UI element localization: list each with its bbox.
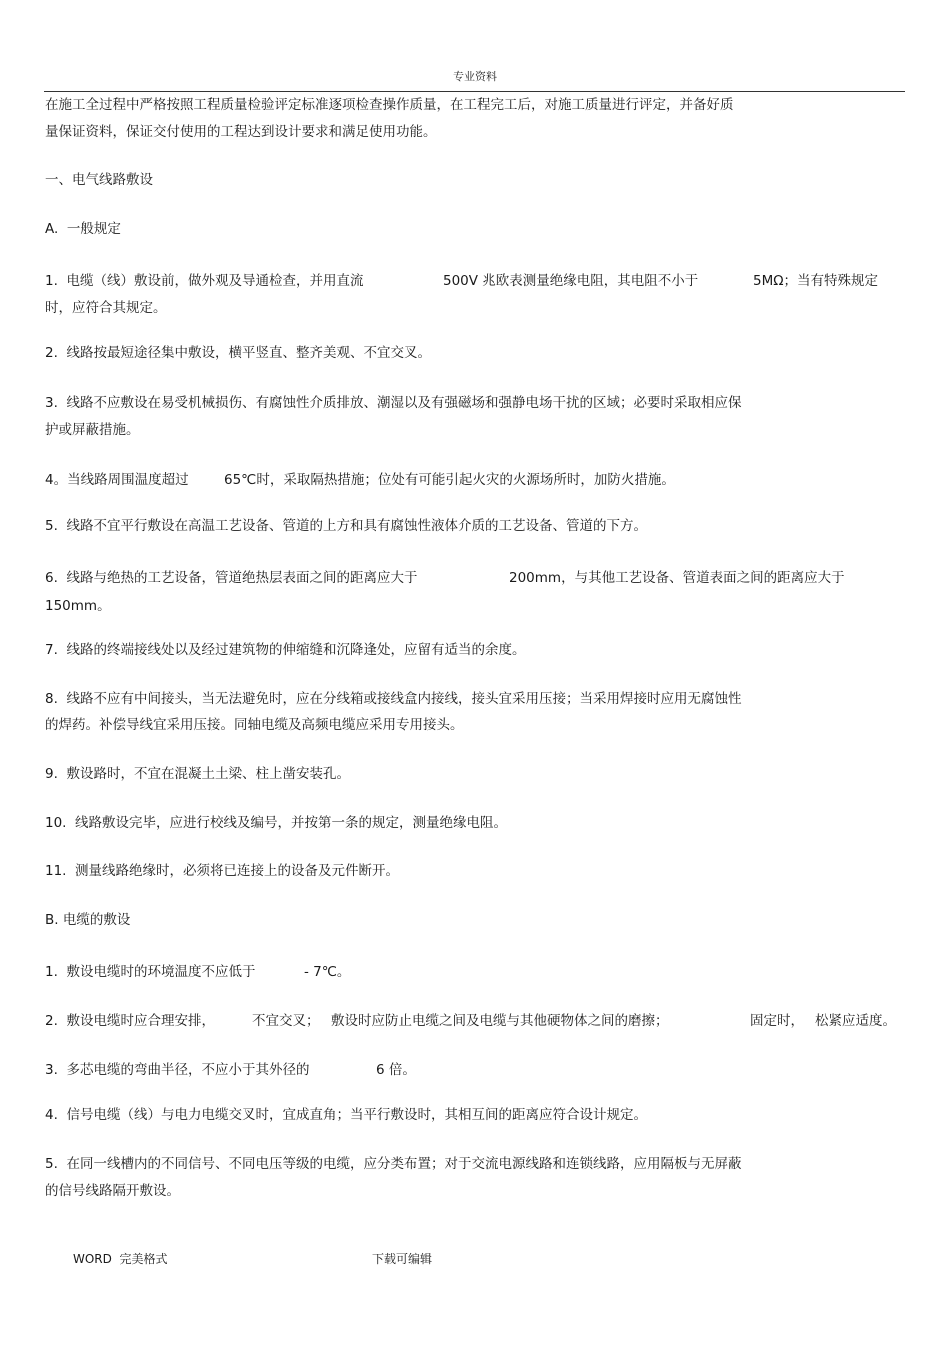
intro-paragraph-line-1: 在施工全过程中严格按照工程质量检验评定标准逐项检查操作质量，在工程完工后，对施工质量进行评定，并备好质: [45, 97, 734, 113]
section-1-title: 一、电气线路敷设: [45, 172, 153, 188]
item-a4-part-1: 4。当线路周围温度超过: [45, 472, 189, 488]
item-a3-line-1: 3. 线路不应敷设在易受机械损伤、有腐蚀性介质排放、潮湿以及有强磁场和强静电场干扰的区域；必要时采取相应保: [45, 395, 742, 411]
item-b2-part-4: 固定时，: [750, 1013, 804, 1029]
footer-right: 下载可编辑: [372, 1252, 433, 1266]
item-a6-part-1: 6. 线路与绝热的工艺设备，管道绝热层表面之间的距离应大于: [45, 570, 418, 586]
header-divider: [44, 91, 905, 92]
item-a1-part-3: 5MΩ；当有特殊规定: [753, 273, 879, 289]
item-b1-part-2: - 7℃。: [304, 964, 351, 980]
item-b5-line-1: 5. 在同一线槽内的不同信号、不同电压等级的电缆，应分类布置；对于交流电源线路和连锁线路，应用隔板与无屏蔽: [45, 1156, 742, 1172]
item-b5-line-2: 的信号线路隔开敷设。: [45, 1183, 180, 1199]
item-a1-part-1: 1. 电缆（线）敷设前，做外观及导通检查，并用直流: [45, 273, 364, 289]
item-a8-line-2: 的焊药。补偿导线宜采用压接。同轴电缆及高频电缆应采用专用接头。: [45, 717, 464, 733]
intro-paragraph-line-2: 量保证资料，保证交付使用的工程达到设计要求和满足使用功能。: [45, 124, 437, 140]
item-a6-line-2: 150mm。: [45, 598, 111, 614]
page-header: 专业资料: [453, 70, 497, 83]
item-a9: 9. 敷设路时，不宜在混凝土土梁、柱上凿安装孔。: [45, 766, 350, 782]
subsection-a-title: A. 一般规定: [45, 221, 121, 237]
item-b3-part-2: 6 倍。: [376, 1062, 416, 1078]
item-a7: 7. 线路的终端接线处以及经过建筑物的伸缩缝和沉降逢处，应留有适当的余度。: [45, 642, 526, 658]
item-b2-part-1: 2. 敷设电缆时应合理安排，: [45, 1013, 215, 1029]
item-b2-part-2: 不宜交叉；: [252, 1013, 320, 1029]
item-b3-part-1: 3. 多芯电缆的弯曲半径，不应小于其外径的: [45, 1062, 310, 1078]
footer-left: WORD 完美格式: [73, 1252, 168, 1266]
item-a3-line-2: 护或屏蔽措施。: [45, 422, 140, 438]
item-a8-line-1: 8. 线路不应有中间接头，当无法避免时，应在分线箱或接线盒内接线，接头宜采用压接；当采用焊接时应用无腐蚀性: [45, 691, 742, 707]
item-b2-part-5: 松紧应适度。: [815, 1013, 896, 1029]
subsection-b-title: B. 电缆的敷设: [45, 912, 131, 928]
item-a4-part-2: 65℃时，采取隔热措施；位处有可能引起火灾的火源场所时，加防火措施。: [224, 472, 675, 488]
item-a11: 11. 测量线路绝缘时，必须将已连接上的设备及元件断开。: [45, 863, 400, 879]
item-b4: 4. 信号电缆（线）与电力电缆交叉时，宜成直角；当平行敷设时，其相互间的距离应符合设计规定。: [45, 1107, 647, 1123]
item-b1-part-1: 1. 敷设电缆时的环境温度不应低于: [45, 964, 256, 980]
item-a5: 5. 线路不宜平行敷设在高温工艺设备、管道的上方和具有腐蚀性液体介质的工艺设备、管道的下方。: [45, 518, 647, 534]
item-a10: 10. 线路敷设完毕，应进行校线及编号，并按第一条的规定，测量绝缘电阻。: [45, 815, 508, 831]
item-a6-part-2: 200mm，与其他工艺设备、管道表面之间的距离应大于: [509, 570, 845, 586]
item-a1-line-2: 时，应符合其规定。: [45, 300, 167, 316]
item-a2: 2. 线路按最短途径集中敷设，横平竖直、整齐美观、不宜交叉。: [45, 345, 431, 361]
item-a1-part-2: 500V 兆欧表测量绝缘电阻，其电阻不小于: [443, 273, 699, 289]
item-b2-part-3: 敷设时应防止电缆之间及电缆与其他硬物体之间的磨擦；: [331, 1013, 669, 1029]
